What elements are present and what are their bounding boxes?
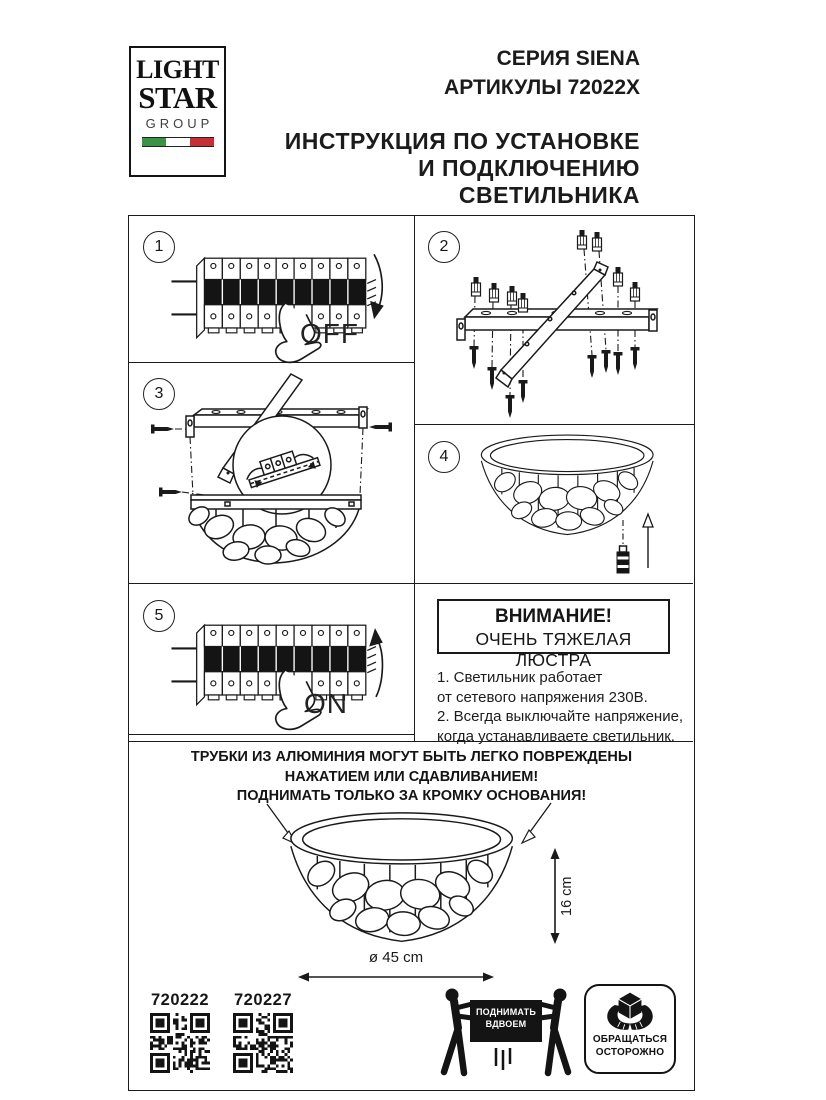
article-number-720222: 720222 bbox=[150, 991, 210, 1009]
divider-middle bbox=[128, 583, 693, 584]
note-line: когда устанавливаете светильник. bbox=[437, 727, 675, 745]
flag-red-stripe bbox=[190, 138, 214, 146]
divider-step5-bottom bbox=[128, 734, 415, 735]
italian-flag-bar bbox=[142, 137, 214, 147]
step-5-number: 5 bbox=[143, 600, 175, 632]
attention-title: ВНИМАНИЕ! bbox=[494, 606, 613, 627]
column-divider bbox=[414, 215, 415, 742]
attention-subtitle: ОЧЕНЬ ТЯЖЕЛАЯ ЛЮСТРА bbox=[475, 629, 632, 670]
breaker-panel-off-diagram bbox=[166, 233, 396, 359]
lift-icon-text-line2: ВДВОЕМ bbox=[485, 1019, 527, 1029]
logo-word-star: STAR bbox=[138, 80, 217, 115]
series-title: СЕРИЯ SIENA bbox=[496, 47, 640, 70]
height-dimension-label: 16 cm bbox=[559, 876, 575, 916]
step-2-number: 2 bbox=[428, 231, 460, 263]
care-icon-text-line2: ОСТОРОЖНО bbox=[595, 1046, 665, 1058]
two-people-lifting-icon bbox=[430, 986, 580, 1081]
article-number-720227: 720227 bbox=[233, 991, 293, 1009]
mounting-bracket-diagram bbox=[424, 222, 688, 420]
logo-word-group: GROUP bbox=[145, 116, 214, 131]
note-line: 1. Светильник работает bbox=[437, 669, 603, 686]
lift-icon-text-line1: ПОДНИМАТЬ bbox=[475, 1007, 537, 1017]
lightstar-logo bbox=[129, 46, 226, 177]
step-4-number: 4 bbox=[428, 441, 460, 473]
fixture-installation-diagram bbox=[131, 366, 412, 582]
step-3-number: 3 bbox=[143, 378, 175, 410]
off-label: OFF bbox=[300, 318, 359, 349]
logo-word-light: LIGHT bbox=[136, 55, 219, 84]
qr-code-720222 bbox=[150, 1013, 210, 1073]
hands-holding-cube-icon bbox=[601, 990, 659, 1034]
qr-code-720227 bbox=[233, 1013, 293, 1073]
safety-notes bbox=[437, 668, 691, 746]
handling-warning-line3: ПОДНИМАТЬ ТОЛЬКО ЗА КРОМКУ ОСНОВАНИЯ! bbox=[236, 788, 587, 804]
articles-title: АРТИКУЛЫ 72022X bbox=[444, 76, 640, 99]
care-icon-text-line1: ОБРАЩАТЬСЯ bbox=[592, 1034, 668, 1045]
flag-green-stripe bbox=[142, 138, 166, 146]
divider-step1-step3 bbox=[128, 362, 415, 363]
attention-box bbox=[437, 599, 670, 670]
step-1-number: 1 bbox=[143, 231, 175, 263]
handle-with-care-pictogram bbox=[584, 984, 676, 1074]
fixture-connection-diagram bbox=[420, 428, 690, 581]
on-label: ON bbox=[304, 688, 348, 719]
fixture-dimension-diagram bbox=[258, 794, 560, 960]
handling-warning-line1: ТРУБКИ ИЗ АЛЮМИНИЯ МОГУТ БЫТЬ ЛЕГКО ПОВРЕЖДЕНЫ bbox=[190, 749, 633, 765]
note-line: от сетевого напряжения 230В. bbox=[437, 688, 648, 706]
breaker-panel-on-diagram bbox=[166, 600, 396, 726]
diameter-dimension-arrow bbox=[297, 969, 495, 985]
divider-step2-step4 bbox=[414, 424, 694, 425]
diameter-dimension-label: ø 45 cm bbox=[368, 949, 424, 966]
handling-warning-line2: НАЖАТИЕМ ИЛИ СДАВЛИВАНИЕМ! bbox=[284, 768, 539, 785]
doc-title-line2: И ПОДКЛЮЧЕНИЮ СВЕТИЛЬНИКА bbox=[418, 155, 640, 208]
note-line: 2. Всегда выключайте напряжение, bbox=[437, 708, 684, 725]
doc-title-line1: ИНСТРУКЦИЯ ПО УСТАНОВКЕ bbox=[284, 128, 640, 154]
lift-by-two-pictogram bbox=[430, 986, 580, 1082]
flag-white-stripe bbox=[166, 138, 190, 146]
